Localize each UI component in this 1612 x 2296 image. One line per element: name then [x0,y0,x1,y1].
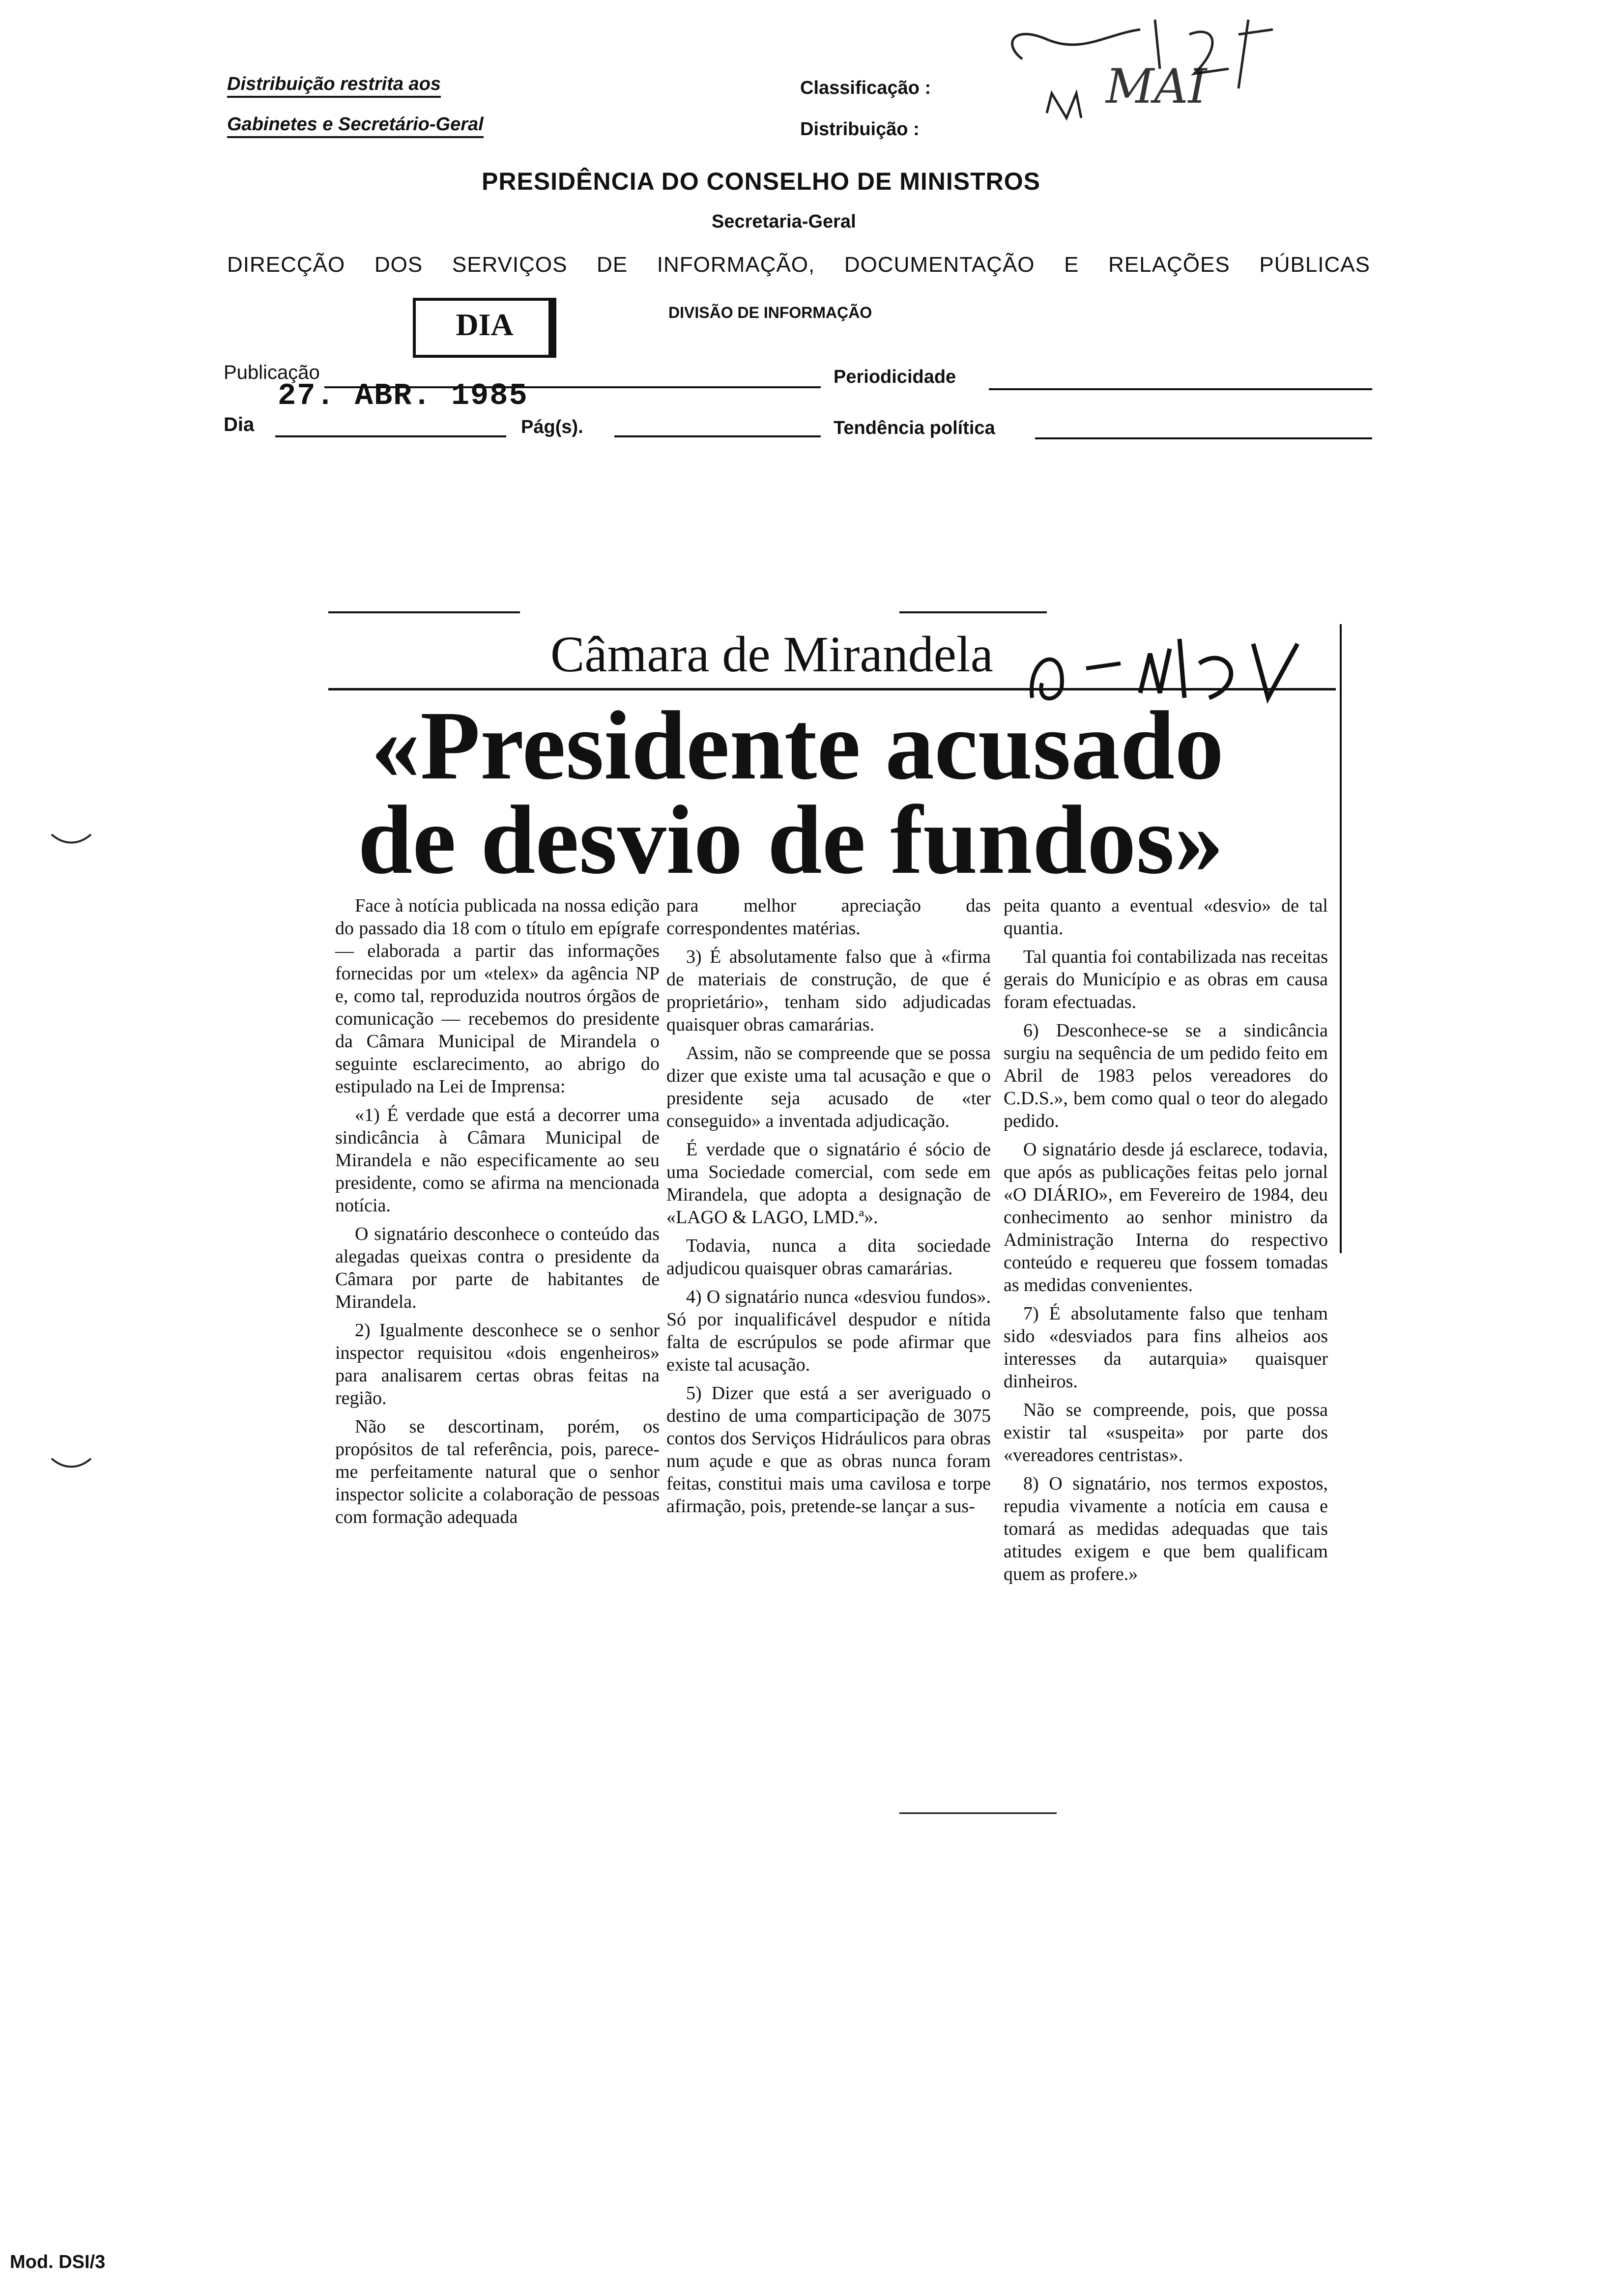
col3-paragraph: 8) O signatário, nos termos expostos, repudia vivamente a notícia em causa e tomará as medidas adequadas que tais atitudes exigem e que bem qualificam quem as profere.» [1004,1473,1328,1584]
periodicity-label: Periodicidade [834,367,956,387]
col1-paragraph: «1) É verdade que está a decorrer uma sindicância à Câmara Municipal de Mirandela e não especificamente ao seu presidente, como se afirma na mencionada notícia. [335,1105,660,1216]
tendency-field-line [1035,437,1372,439]
headline-line-2: de desvio de fundos» [358,786,1224,894]
col2-paragraph: para melhor apreciação das correspondentes matérias. [666,895,991,939]
col2-paragraph: É verdade que o signatário é sócio de uma Sociedade comercial, com sede em Mirandela, que adopta a designação de «LAGO & LAGO, LMD.ª». [666,1139,991,1228]
distribution-label: Distribuição : [800,119,920,140]
col2-paragraph: 5) Dizer que está a ser averiguado o destino de uma comparticipação de 3075 contos dos Serviços Hidráulicos para obras num açude e que as obras nunca foram feitas, constitui mais uma cavilosa e torpe afirmação, pois, pretende-se lançar a sus- [666,1383,991,1517]
clipping-top-rule-left [328,611,520,613]
article-kicker: Câmara de Mirandela [550,626,993,683]
org-subtitle: Secretaria-Geral [712,211,856,232]
pages-field-line [614,435,821,437]
org-title: PRESIDÊNCIA DO CONSELHO DE MINISTROS [482,168,1041,195]
col3-paragraph: 6) Desconhece-se se a sindicância surgiu na sequência de um pedido feito em Abril de 1983 pelos vereadores do C.D.S.», bem como qual o teor do alegado pedido. [1004,1020,1328,1131]
column-2-end-rule [899,1812,1057,1814]
clipping-top-rule-right [899,611,1047,613]
day-label: Dia [224,414,255,435]
tendency-label: Tendência política [834,418,995,438]
col3-paragraph: O signatário desde já esclarece, todavia, que após as publicações feitas pelo jornal «O DIÁRIO», em Fevereiro de 1984, deu conhecimento ao senhor ministro da Administração Interna do respectivo conteúdo e requereu que fossem tomadas as medidas convenientes. [1004,1139,1328,1295]
col1-paragraph: Face à notícia publicada na nossa edição do passado dia 18 com o título em epígrafe — elaborada a partir das informações fornecidas por um «telex» da agência NP e, como tal, reproduzida noutros órgãos de comunicação — recebemos do presidente da Câmara Municipal de Mirandela o seguinte esclarecimento, ao abrigo do estipulado na Lei de Imprensa: [335,895,660,1097]
col1-paragraph: O signatário desconhece o conteúdo das alegadas queixas contra o presidente da Câmara por parte de habitantes de Mirandela. [335,1224,660,1312]
form-code: Mod. DSI/3 [10,2252,106,2272]
headline-line-1: «Presidente acusado [371,691,1224,800]
col3-paragraph: Tal quantia foi contabilizada nas receitas gerais do Município e as obras em causa foram efectuadas. [1004,947,1328,1012]
publication-label: Publicação [224,362,320,383]
col2-paragraph: Todavia, nunca a dita sociedade adjudicou quaisquer obras camarárias. [666,1235,991,1279]
restricted-distribution-line2: Gabinetes e Secretário-Geral [227,114,484,138]
col1-paragraph: Não se descortinam, porém, os propósitos de tal referência, pois, parece-me perfeitamente natural que o senhor inspector solicite a colaboração de pessoas com formação adequada [335,1416,660,1527]
col1-paragraph: 2) Igualmente desconhece se o senhor inspector requisitou «dois engenheiros» para analisarem certas obras feitas na região. [335,1320,660,1408]
pages-label: Pág(s). [521,417,583,437]
col2-paragraph: 3) É absolutamente falso que à «firma de materiais de construção, de que é proprietário», tenham sido adjudicadas quaisquer obras camarárias. [666,947,991,1035]
day-field-line [275,435,506,437]
col3-paragraph: peita quanto a eventual «desvio» de tal quantia. [1004,895,1328,939]
col2-paragraph: 4) O signatário nunca «desviou fundos». Só por inqualificável despudor e nítida falta de escrúpulos se pode afirmar que existe tal acusação. [666,1287,991,1375]
article-column-2 [666,894,991,1523]
date-stamp: 27. ABR. 1985 [278,378,528,413]
clipping-right-edge [1340,624,1342,1253]
col3-paragraph: Não se compreende, pois, que possa existir tal «suspeita» por parte dos «vereadores centristas». [1004,1400,1328,1465]
headline-top-rule [328,688,1336,690]
restricted-distribution-line1: Distribuição restrita aos [227,74,441,98]
col2-paragraph: Assim, não se compreende que se possa dizer que existe uma tal acusação e que o presidente seja acusado de «ter conseguido» a inventada adjudicação. [666,1043,991,1131]
directorate-title: DIRECÇÃO DOS SERVIÇOS DE INFORMAÇÃO, DOCUMENTAÇÃO E RELAÇÕES PÚBLICAS [227,253,1370,277]
division-title: DIVISÃO DE INFORMAÇÃO [668,304,872,321]
classification-label: Classificação : [800,78,931,98]
col3-paragraph: 7) É absolutamente falso que tenham sido «desviados para fins alheios aos interesses da autarquia» quaisquer dinheiros. [1004,1303,1328,1392]
publication-logo [413,298,556,358]
article-column-1 [335,894,660,1534]
binder-mark-icon [49,831,93,850]
handwritten-ref: MAI [1106,59,1207,114]
article-column-3 [1004,894,1328,1591]
periodicity-field-line [989,388,1372,390]
binder-mark-icon [49,1455,93,1474]
publication-logo-text: DIA [456,307,514,342]
